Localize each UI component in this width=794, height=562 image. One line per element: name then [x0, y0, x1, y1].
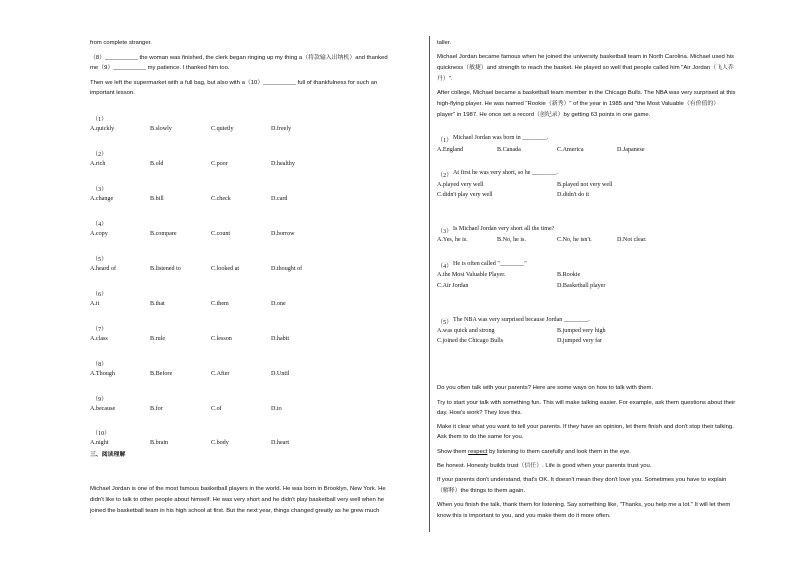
passage-line: player" in 1987. He once set a record（创纪录）by getting 63 points in one game.	[437, 112, 651, 118]
question-stem: Michael Jordan was born in ________.	[453, 135, 549, 141]
option-b[interactable]: B.Canada	[497, 147, 521, 153]
passage-line: high-flying player. He was named "Rookie（新秀）" of the year in 1985 and "the Most Valuable（有价值的）	[437, 101, 720, 107]
option-c[interactable]: C.of	[211, 406, 222, 412]
passage-line: joined the basketball team in his high school at first. But the next year, things changed greatly as he grew much	[90, 508, 380, 514]
option-d[interactable]: D.thought of	[271, 266, 303, 272]
passage-line: didn't like to talk to other people about himself. He was very short and he didn't play basketball very well when he	[90, 497, 384, 503]
option-a[interactable]: A.heard of	[90, 266, 117, 272]
option-c[interactable]: C.them	[211, 301, 229, 307]
question-number: （10）	[92, 431, 111, 437]
option-d[interactable]: D.heart	[271, 440, 290, 446]
option-b[interactable]: B.No, he is.	[497, 237, 526, 243]
passage-line: If your parents don't understand, that's OK. It doesn't mean they don't love you. Sometimes you have to explain	[437, 477, 727, 483]
option-d[interactable]: D.card	[271, 196, 288, 202]
option-d[interactable]: D.healthy	[271, 161, 295, 167]
option-c[interactable]: C.poor	[211, 161, 228, 167]
option-a[interactable]: A.change	[90, 196, 114, 202]
option-c[interactable]: C.lesson	[211, 336, 232, 342]
question-number: （5）	[92, 257, 108, 263]
question-number: （5）	[437, 320, 453, 326]
text-fragment: Show them	[437, 449, 469, 455]
column-divider	[429, 36, 430, 532]
question-number: （6）	[92, 292, 108, 298]
option-b[interactable]: B.compare	[150, 231, 177, 237]
option-b[interactable]: B.for	[150, 406, 163, 412]
cloze-paragraph-9: me（9）__________ my patience. I thanked him too.	[90, 65, 230, 71]
option-d[interactable]: D.habit	[271, 336, 290, 342]
section-heading: 三、阅读理解	[90, 452, 126, 458]
option-b[interactable]: B.old	[150, 161, 164, 167]
option-d[interactable]: D.jumped very far	[557, 338, 602, 344]
option-b[interactable]: B.that	[150, 301, 165, 307]
option-b[interactable]: B.jumped very high	[557, 328, 606, 334]
option-c[interactable]: C.Air Jordan	[437, 283, 469, 289]
passage-line: Michael Jordan is one of the most famous basketball players in the world. He was born in Brooklyn, New York. He	[90, 486, 386, 492]
question-number: （2）	[92, 152, 108, 158]
option-c[interactable]: C.joined the Chicago Bulls	[437, 338, 504, 344]
question-number: （9）	[92, 397, 108, 403]
passage-line: Try to start your talk with something fun. This will make talking easier. For example, ask them questions about their	[437, 400, 736, 406]
passage-line	[437, 447, 631, 458]
question-number: （4）	[437, 264, 453, 270]
question-number: （1）	[92, 117, 108, 123]
question-number: （1）	[437, 138, 453, 144]
cloze-paragraph-10: Then we left the supermarket with a full bag, but also with a（10）__________ full of thankfulness for such an	[90, 80, 378, 86]
option-a[interactable]: A.Yes, he is.	[437, 237, 468, 243]
option-c[interactable]: C.After	[211, 371, 230, 377]
text-line: from complete stranger.	[90, 40, 152, 46]
question-stem: The NBA was very surprised because Jordan ________.	[453, 317, 590, 323]
question-stem: Is Michael Jordan very short all the time?	[453, 226, 555, 232]
option-d[interactable]: D.Until	[271, 371, 290, 377]
option-d[interactable]: D.Not clear.	[617, 237, 647, 243]
question-stem: He is often called "________"	[453, 261, 527, 267]
passage-line: （解释）the things to them again.	[437, 488, 526, 494]
question-number: （3）	[437, 229, 453, 235]
passage-line: taller.	[437, 40, 452, 46]
option-a[interactable]: A.Though	[90, 371, 115, 377]
option-b[interactable]: B.slowly	[150, 126, 172, 132]
cloze-paragraph-end: important lesson.	[90, 90, 135, 96]
option-c[interactable]: C.looked at	[211, 266, 240, 272]
option-a[interactable]: A.England	[437, 147, 464, 153]
passage-line: day. How's work? They love this.	[437, 410, 523, 416]
text-fragment: by listening to them carefully and look them in the eye.	[487, 449, 631, 455]
option-c[interactable]: C.America	[557, 147, 584, 153]
option-b[interactable]: B.listened to	[150, 266, 181, 272]
option-b[interactable]: B.Rookie	[557, 272, 581, 278]
option-d[interactable]: D.borrow	[271, 231, 295, 237]
question-number: （8）	[92, 362, 108, 368]
option-c[interactable]: C.count	[211, 231, 231, 237]
question-stem: At first he was very short, so he ________.	[453, 170, 558, 176]
passage-line: Ask them to do the same for you.	[437, 434, 524, 440]
passage-line: Do you often talk with your parents? Here are some ways on how to talk with them.	[437, 385, 654, 391]
option-d[interactable]: D.Japanese	[617, 147, 645, 153]
option-b[interactable]: B.Before	[150, 371, 173, 377]
passage-line: When you finish the talk, thank them for listening. Say something like, "Thanks, you help me a lot." It will let them	[437, 502, 731, 508]
option-c[interactable]: C.check	[211, 196, 231, 202]
option-a[interactable]: A.it	[90, 301, 100, 307]
question-number: （3）	[92, 187, 108, 193]
option-d[interactable]: D.Basketball player	[557, 283, 606, 289]
option-b[interactable]: B.bill	[150, 196, 164, 202]
passage-line: After college, Michael became a basketball team member in the Chicago Bulls. The NBA was very surprised at this	[437, 90, 736, 96]
option-a[interactable]: A.class	[90, 336, 108, 342]
option-c[interactable]: C.didn't play very well	[437, 192, 493, 198]
passage-line: quickness（敏捷）and strength to reach the basket. He played so well that people called him "Air Jordan（飞人乔	[437, 65, 734, 71]
option-b[interactable]: B.brain	[150, 440, 169, 446]
underlined-word: respect	[468, 449, 488, 455]
option-a[interactable]: A.because	[90, 406, 116, 412]
cloze-paragraph-8: （8）__________ the woman was finished, the clerk began ringing up my thing a（将款输入出纳机）and thanked	[90, 55, 388, 61]
passage-line: Michael Jordan became famous when he joined the university basketball team in North Carolina. Michael used his	[437, 54, 734, 60]
option-a[interactable]: A.the Most Valuable Player.	[437, 272, 506, 278]
passage-line: 丹）".	[437, 76, 453, 82]
option-d[interactable]: D.didn't do it	[557, 192, 590, 198]
option-c[interactable]: C.body	[211, 440, 229, 446]
option-a[interactable]: A.quickly	[90, 126, 115, 132]
passage-line: Be honest. Honesty builds trust（信任）. Life is good when your parents trust you.	[437, 463, 652, 469]
passage-line: know this is important to you, and you make them do it more often.	[437, 513, 611, 519]
option-a[interactable]: A.night	[90, 440, 109, 446]
option-a[interactable]: A.played very well	[437, 182, 484, 188]
option-a[interactable]: A.copy	[90, 231, 108, 237]
option-a[interactable]: A.rich	[90, 161, 106, 167]
option-d[interactable]: D.to	[271, 406, 282, 412]
question-number: （4）	[92, 222, 108, 228]
option-c[interactable]: C.No, he isn't.	[557, 237, 592, 243]
option-c[interactable]: C.quietly	[211, 126, 234, 132]
question-number: （2）	[437, 173, 453, 179]
option-b[interactable]: B.played not very well	[557, 182, 613, 188]
passage-line: Make it clear what you want to tell your parents. If they have an opinion, let them finish and don't stop their talking.	[437, 424, 734, 430]
option-d[interactable]: D.freely	[271, 126, 292, 132]
option-a[interactable]: A.was quick and strong	[437, 328, 495, 334]
question-number: （7）	[92, 327, 108, 333]
option-d[interactable]: D.one	[271, 301, 286, 307]
option-b[interactable]: B.rule	[150, 336, 166, 342]
